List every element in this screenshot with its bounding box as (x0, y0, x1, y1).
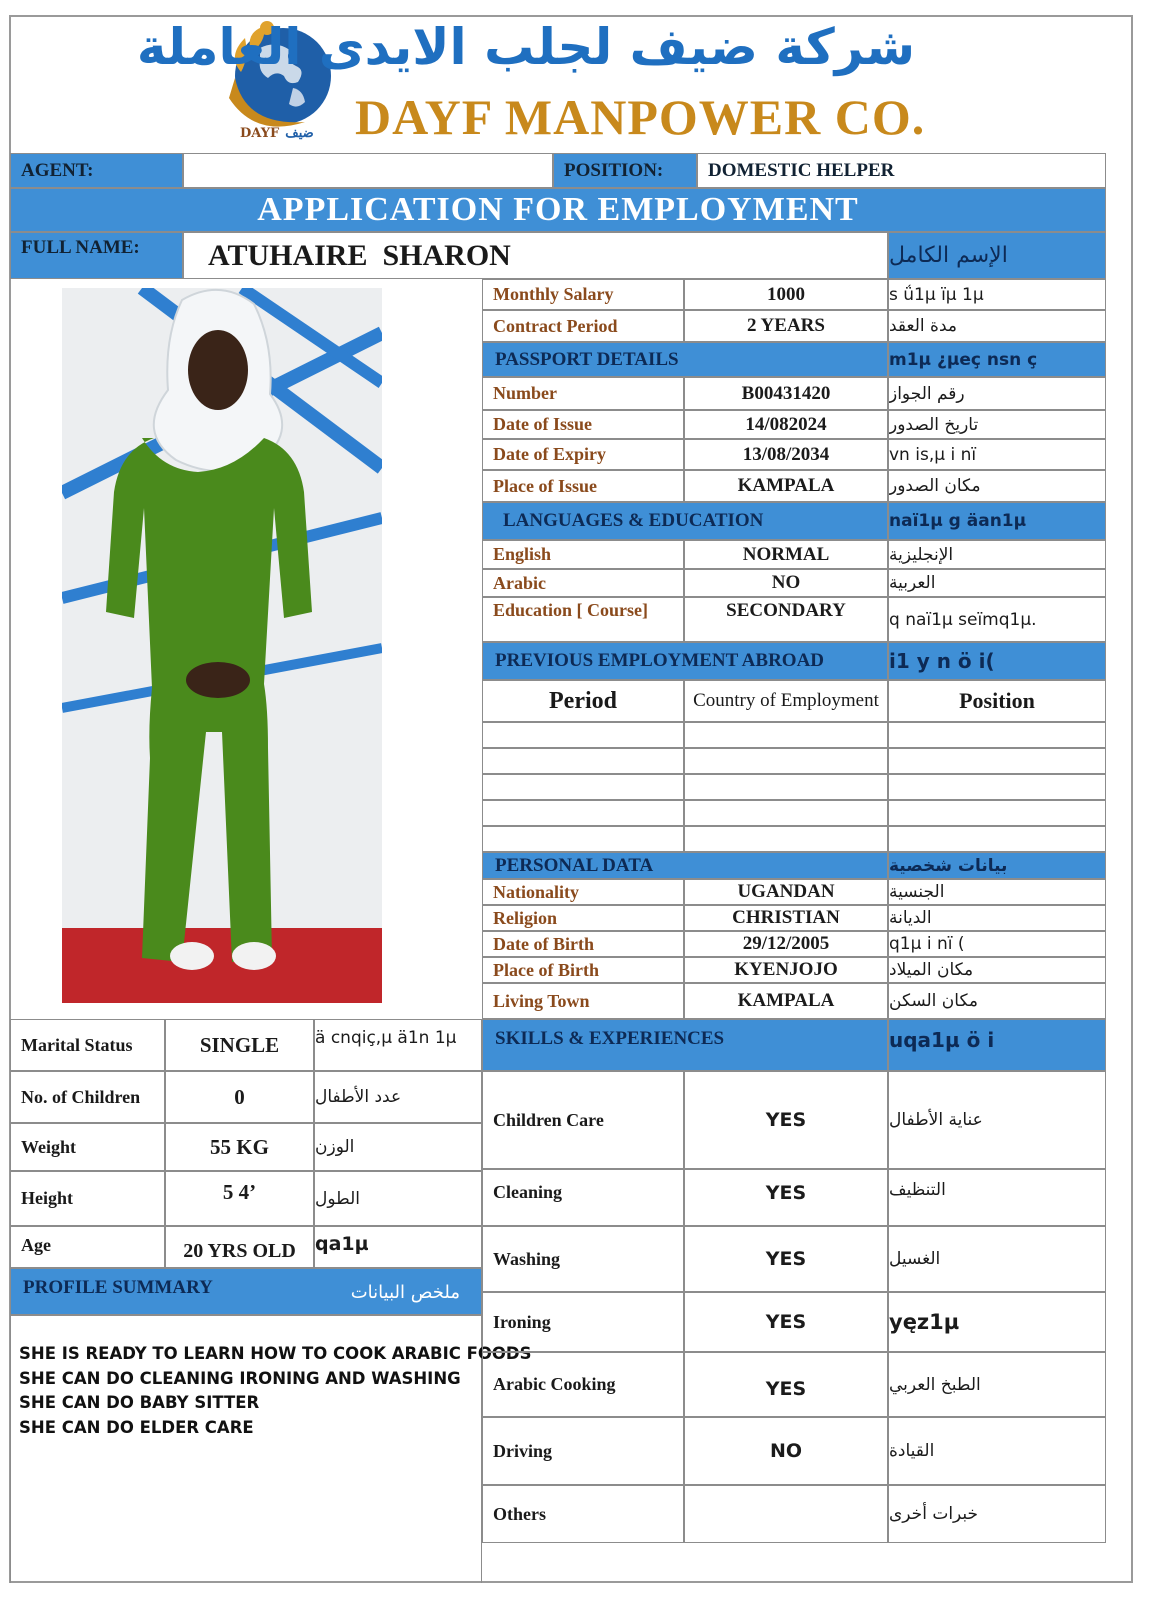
profile-summary-header: PROFILE SUMMARY (10, 1268, 482, 1315)
contract-label-period: Contract Period (482, 310, 684, 342)
skill-value-ironing: YES (684, 1292, 888, 1352)
skill-ar-driving: القيادة (888, 1417, 1106, 1485)
physical-ar-height: الطول (314, 1171, 482, 1226)
employment-row-2-position (888, 748, 1106, 774)
profile-summary-text (19, 1342, 532, 1440)
physical-ar-marital: ä cnqiç,µ ä1n 1µ (314, 1019, 482, 1071)
contract-value-period: 2 YEARS (684, 310, 888, 342)
passport-header-ar: m1µ ¿µeç nsn ç (888, 342, 1106, 377)
skill-ar-washing: الغسيل (888, 1226, 1106, 1292)
passport-ar-place: مكان الصدور (888, 470, 1106, 502)
skill-value-arabic-cooking: YES (684, 1352, 888, 1417)
logo-text-en: DAYF (240, 125, 280, 141)
applicant-photo-image (62, 288, 382, 1003)
employment-row-3-position (888, 774, 1106, 800)
employment-row-2-period (482, 748, 684, 774)
employment-row-4-country (684, 800, 888, 826)
contract-label-salary: Monthly Salary (482, 279, 684, 310)
physical-label-children: No. of Children (10, 1071, 165, 1123)
column-header-position: Position (888, 680, 1106, 722)
passport-ar-number: رقم الجواز (888, 377, 1106, 410)
skill-label-others: Others (482, 1485, 684, 1543)
contract-value-salary: 1000 (684, 279, 888, 310)
personal-value-pob: KYENJOJO (684, 957, 888, 983)
passport-value-number: B00431420 (684, 377, 888, 410)
physical-value-height: 5 4’ (165, 1171, 314, 1226)
employment-row-1-country (684, 722, 888, 748)
physical-value-weight: 55 KG (165, 1123, 314, 1171)
skill-value-others (684, 1485, 888, 1543)
employment-row-2-country (684, 748, 888, 774)
languages-header-ar: naï1µ g äan1µ (888, 502, 1106, 540)
employment-row-5-position (888, 826, 1106, 852)
passport-value-issue-date: 14/082024 (684, 410, 888, 439)
applicant-photo (62, 288, 382, 1003)
personal-data-header-ar: بيانات شخصية (888, 852, 1106, 879)
personal-ar-pob: مكان الميلاد (888, 957, 1106, 983)
profile-line: SHE CAN DO CLEANING IRONING AND WASHING (19, 1368, 461, 1388)
skill-value-driving: NO (684, 1417, 888, 1485)
previous-employment-header: PREVIOUS EMPLOYMENT ABROAD (482, 642, 888, 680)
languages-header: LANGUAGES & EDUCATION (482, 502, 888, 540)
personal-label-nationality: Nationality (482, 879, 684, 905)
personal-data-header: PERSONAL DATA (482, 852, 888, 879)
column-header-period: Period (482, 680, 684, 722)
physical-value-marital: SINGLE (165, 1019, 314, 1071)
physical-value-children: 0 (165, 1071, 314, 1123)
skill-label-cleaning: Cleaning (482, 1169, 684, 1226)
profile-line: SHE IS READY TO LEARN HOW TO COOK ARABIC FOODS (19, 1344, 532, 1363)
personal-label-religion: Religion (482, 905, 684, 931)
full-name-label: FULL NAME: (10, 232, 183, 279)
passport-value-expiry-date: 13/08/2034 (684, 439, 888, 470)
skill-ar-arabic-cooking: الطبخ العربي (888, 1352, 1106, 1417)
logo-text-ar: ضيف (285, 125, 314, 141)
passport-label-issue-date: Date of Issue (482, 410, 684, 439)
personal-ar-nationality: الجنسية (888, 879, 1106, 905)
employment-row-3-period (482, 774, 684, 800)
column-header-country: Country of Employment (684, 680, 888, 722)
company-name-arabic: شركة ضيف لجلب الايدى العاملة (136, 18, 915, 76)
employment-row-1-period (482, 722, 684, 748)
personal-label-dob: Date of Birth (482, 931, 684, 957)
personal-value-dob: 29/12/2005 (684, 931, 888, 957)
physical-value-age: 20 YRS OLD (165, 1226, 314, 1268)
passport-label-expiry-date: Date of Expiry (482, 439, 684, 470)
passport-value-place: KAMPALA (684, 470, 888, 502)
personal-value-religion: CHRISTIAN (684, 905, 888, 931)
employment-row-4-period (482, 800, 684, 826)
language-label-arabic: Arabic (482, 569, 684, 597)
skill-label-ironing: Ironing (482, 1292, 684, 1352)
language-value-arabic: NO (684, 569, 888, 597)
language-ar-arabic: العربية (888, 569, 1106, 597)
contract-ar-salary: s ǘ1µ ïµ 1µ (888, 279, 1106, 310)
previous-employment-header-ar: )i1 y n ö i (888, 642, 1106, 680)
skill-ar-others: خبرات أخرى (888, 1485, 1106, 1543)
full-name-ar: الإسم الكامل (888, 232, 1106, 279)
employment-row-3-country (684, 774, 888, 800)
skill-ar-ironing: yęz1µ (888, 1292, 1106, 1352)
agent-field (183, 153, 553, 188)
skill-ar-cleaning: التنظيف (888, 1169, 1106, 1226)
physical-label-height: Height (10, 1171, 165, 1226)
position-value: DOMESTIC HELPER (697, 153, 1106, 188)
full-name-value: ATUHAIRE SHARON (183, 232, 888, 279)
skill-label-arabic-cooking: Arabic Cooking (482, 1352, 684, 1417)
personal-value-nationality: UGANDAN (684, 879, 888, 905)
passport-label-number: Number (482, 377, 684, 410)
passport-header: PASSPORT DETAILS (482, 342, 888, 377)
skill-label-children-care: Children Care (482, 1071, 684, 1169)
personal-value-living-town: KAMPALA (684, 983, 888, 1019)
physical-label-age: Age (10, 1226, 165, 1268)
company-name-english: DAYF MANPOWER CO. (355, 89, 926, 145)
employment-row-5-country (684, 826, 888, 852)
education-value: SECONDARY (684, 597, 888, 642)
personal-ar-religion: الديانة (888, 905, 1106, 931)
education-label: Education [ Course] (482, 597, 684, 642)
skill-ar-children-care: عناية الأطفال (888, 1071, 1106, 1169)
form-title: APPLICATION FOR EMPLOYMENT (10, 188, 1106, 232)
skill-label-washing: Washing (482, 1226, 684, 1292)
skills-header-ar: uqa1µ ö i (888, 1019, 1106, 1071)
passport-ar-expiry-date: vn is,µ i nï (888, 439, 1106, 470)
employment-row-1-position (888, 722, 1106, 748)
language-ar-english: الإنجليزية (888, 540, 1106, 569)
agent-label: AGENT: (10, 153, 183, 188)
physical-label-marital: Marital Status (10, 1019, 165, 1071)
personal-ar-dob: ) q1µ i nï (888, 931, 1106, 957)
language-value-english: NORMAL (684, 540, 888, 569)
profile-line: SHE CAN DO ELDER CARE (19, 1417, 254, 1437)
profile-line: SHE CAN DO BABY SITTER (19, 1393, 260, 1412)
position-label: POSITION: (553, 153, 697, 188)
logo-caption (240, 124, 340, 142)
skills-header: SKILLS & EXPERIENCES (482, 1019, 888, 1071)
employment-row-5-period (482, 826, 684, 852)
skill-value-cleaning: YES (684, 1169, 888, 1226)
contract-ar-period: مدة العقد (888, 310, 1106, 342)
passport-ar-issue-date: تاريخ الصدور (888, 410, 1106, 439)
personal-label-pob: Place of Birth (482, 957, 684, 983)
profile-summary-header-ar: ملخص البيانات (350, 1282, 460, 1303)
passport-label-place: Place of Issue (482, 470, 684, 502)
skill-value-washing: YES (684, 1226, 888, 1292)
physical-ar-weight: الوزن (314, 1123, 482, 1171)
physical-ar-children: عدد الأطفال (314, 1071, 482, 1123)
employment-row-4-position (888, 800, 1106, 826)
personal-label-living-town: Living Town (482, 983, 684, 1019)
skill-label-driving: Driving (482, 1417, 684, 1485)
physical-ar-age: qa1µ (314, 1226, 482, 1268)
personal-ar-living-town: مكان السكن (888, 983, 1106, 1019)
language-label-english: English (482, 540, 684, 569)
skill-value-children-care: YES (684, 1071, 888, 1169)
education-ar: .q naï1µ seïmq1µ (888, 597, 1106, 642)
physical-label-weight: Weight (10, 1123, 165, 1171)
